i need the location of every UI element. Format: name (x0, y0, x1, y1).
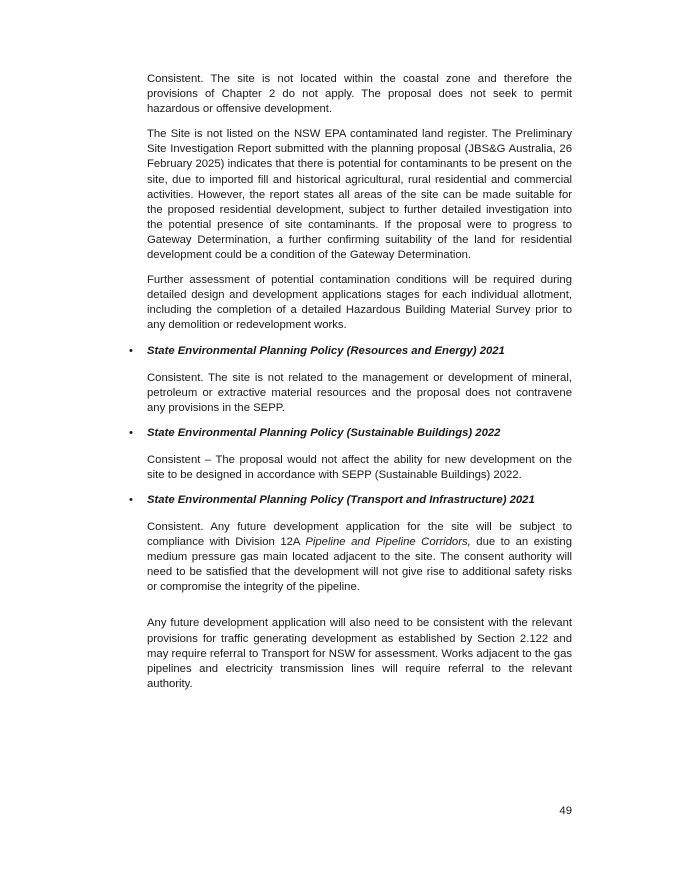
paragraph-transport-infrastructure (147, 520, 572, 595)
paragraph-sustainable-buildings: Consistent – The proposal would not affect the ability for new development on the site to be designed in accordance with SEPP (Sustainable Buildings) 2022. (147, 453, 572, 481)
page-number: 49 (559, 805, 572, 817)
spacer (147, 608, 572, 616)
paragraph-traffic-generating: Any future development application will also need to be consistent with the relevant provisions for traffic generating development as established by Section 2.122 and may require referral to Transport for NSW for assessment. Works adjacent to the gas pipelines and electricity transmission lines will require referral to the relevant authority. (147, 617, 572, 690)
bullet-icon: • (129, 344, 133, 357)
text-segment: due to an existing medium pressure gas main located adjacent to the site. The consent authority will need to be satisfied that the development will not give rise to additional safety risks or compromise the integrity of the pipeline. (147, 536, 572, 594)
heading-sepp-sustainable-buildings (129, 426, 572, 441)
heading-text: State Environmental Planning Policy (Sustainable Buildings) 2022 (147, 426, 501, 439)
heading-sepp-resources-energy (129, 344, 572, 359)
paragraph-contaminated-land: The Site is not listed on the NSW EPA contaminated land register. The Preliminary Site Investigation Report submitted with the planning proposal (JBS&G Australia, 26 February 2025) indicates that there is potential for contaminants to be present on the site, due to imported fill and historical agricultural, rural residential and commercial activities. However, the report states all areas of the site can be made suitable for the proposed residential development, subject to further detailed investigation into the potential presence of site contaminants. If the proposal were to progress to Gateway Determination, a further confirming suitability of the land for residential development could be a condition of the Gateway Determination. (147, 128, 572, 262)
paragraph-coastal-consistency: Consistent. The site is not located within the coastal zone and therefore the provisions of Chapter 2 do not apply. The proposal does not seek to permit hazardous or offensive development. (147, 73, 572, 116)
text-segment: Consistent. Any future development application for the site will be subject to compliance with Division 12A (147, 520, 572, 549)
bullet-icon: • (129, 426, 133, 439)
paragraph-further-assessment: Further assessment of potential contamination conditions will be required during detailed design and development applications stages for each individual allotment, including the completion of a detailed Hazardous Building Material Survey prior to any demolition or redevelopment works. (147, 274, 572, 332)
heading-text: State Environmental Planning Policy (Transport and Infrastructure) 2021 (147, 493, 535, 506)
document-page-body (129, 72, 572, 702)
heading-text: State Environmental Planning Policy (Resources and Energy) 2021 (147, 344, 505, 357)
bullet-icon: • (129, 493, 133, 506)
italic-division-title: Pipeline and Pipeline Corridors, (305, 536, 471, 549)
heading-sepp-transport-infrastructure (129, 493, 572, 508)
paragraph-resources-energy: Consistent. The site is not related to the management or development of mineral, petroleum or extractive material resources and the proposal does not contravene any provisions in the SEPP. (147, 371, 572, 414)
